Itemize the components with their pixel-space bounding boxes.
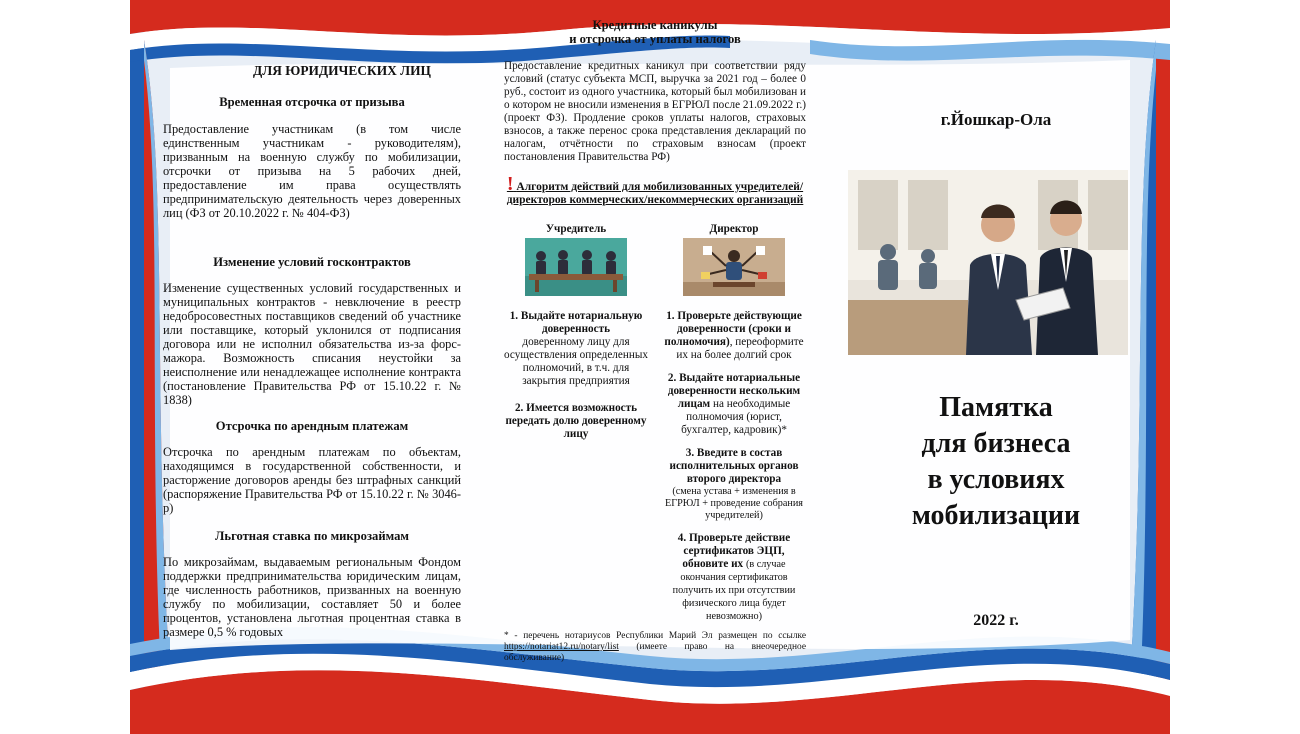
contracts-text: Изменение существенных условий государственных и муниципальных контрактов - невключение в реестр недобросовестных поставщиков сведений об участнике или поставщике, который уклонился от подписания договора или не исполнил обязательства из-за форс-мажора. Возможность списания неустойки за неисполнение или ненадлежащее исполнение контракта (постановление Правительства РФ от 15.10.22 г. № 1838) (163, 281, 461, 407)
algorithm-title-text: Алгоритм действий для мобилизованных учредителей/директоров коммерческих/некоммерческих организаций (506, 181, 804, 206)
meeting-illustration (525, 238, 627, 296)
credit-title-line2: и отсрочка от уплаты налогов (569, 32, 741, 46)
director-step3: 3. Введите в состав исполнительных органов второго директора (смена устава + изменения в ЕГРЮЛ + проведение собрания учредителей) (665, 447, 803, 521)
brochure-title: Памятка для бизнеса в условиях мобилизации (911, 392, 1081, 531)
rent-title: Отсрочка по арендным платежам (215, 419, 409, 433)
algorithm-columns (504, 223, 806, 623)
column-cover (846, 0, 1146, 734)
credit-text: Предоставление кредитных каникул при соответствии ряду условий (статус субъекта МСП, выручка за 2021 год – более 0 руб., состоит из одного участника, который был мобилизован и о котором не вносили изменения в ЕГРЮЛ после 21.09.2022 г.) (проект ФЗ). Продление сроков уплаты налогов, страховых взносов, а также перенос срока представления деклараций по налогам, отчётности по страховым взносам (проект постановления Правительства РФ) (504, 60, 806, 163)
contracts-title: Изменение условий госконтрактов (213, 255, 411, 269)
multitasking-illustration (683, 238, 785, 296)
exclamation-icon: ! (506, 173, 514, 195)
rent-text: Отсрочка по арендным платежам по объектам, находящимся в государственной собственности, и расторжение договоров аренды без штрафных санкций (распоряжение Правительства РФ от 15.10.22 г. № 3046-р) (163, 445, 461, 515)
legal-entities-header: ДЛЯ ЮРИДИЧЕСКИХ ЛИЦ (253, 63, 431, 78)
founder-step2: 2. Имеется возможность передать долю доверенному лицу (505, 402, 647, 440)
column-credit-holidays (504, 18, 806, 664)
brochure-sheet (130, 0, 1170, 734)
director-step4: 4. Проверьте действие сертификатов ЭЦП, обновите их (в случае окончания сертификатов получить их при отсутствии физического лица будет невозможно) (672, 532, 796, 622)
notary-link[interactable]: https://notariat12.ru/notary/list (504, 642, 619, 652)
microloans-text: По микрозаймам, выдаваемым региональным Фондом поддержки предпринимательства юридическим лицам, где численность работников, призванных на военную службу по мобилизации, составляет 50 и более процентов, установлена льготная процентная ставка в размере 0,5 % годовых (163, 555, 461, 639)
director-step1: 1. Проверьте действующие доверенности (сроки и полномочия), переоформите их на более долгий срок (664, 310, 804, 361)
founder-label: Учредитель (545, 223, 607, 235)
algorithm-title (504, 173, 806, 207)
credit-title-line1: Кредитные каникулы (592, 18, 718, 32)
deferral-text: Предоставление участникам (в том числе единственным участникам - руководителям), призванным на военную службу по мобилизации, отсрочки от призыва на 5 рабочих дней, предоставление им права осуществлять предпринимательскую деятельность через доверенных лиц (ФЗ от 20.10.2022 г. № 404-ФЗ) (163, 122, 461, 220)
notary-footnote: * - перечень нотариусов Республики Марий Эл размещен по ссылке https://notariat12.ru/notary/list (имеете право на внеочередное обслуживание) (504, 631, 806, 663)
founder-step1-text: доверенному лицу для осуществления определенных полномочий, в т.ч. для закрытия предприятия (504, 336, 648, 387)
director-label: Директор (709, 223, 759, 235)
city-name: г.Йошкар-Ола (940, 110, 1052, 129)
microloans-title: Льготная ставка по микрозаймам (215, 529, 409, 543)
column-legal-entities (163, 64, 461, 639)
director-step2: 2. Выдайте нотариальные доверенности нескольким лицам на необходимые полномочия (юрист, бухгалтер, кадровик)* (667, 372, 801, 436)
founder-step1-bold: 1. Выдайте нотариальную доверенность (509, 310, 643, 335)
deferral-title: Временная отсрочка от призыва (219, 95, 405, 109)
year-label: 2022 г. (973, 612, 1019, 629)
founder-column (504, 223, 656, 623)
director-column (656, 223, 806, 623)
businessmen-photo (848, 170, 1128, 355)
